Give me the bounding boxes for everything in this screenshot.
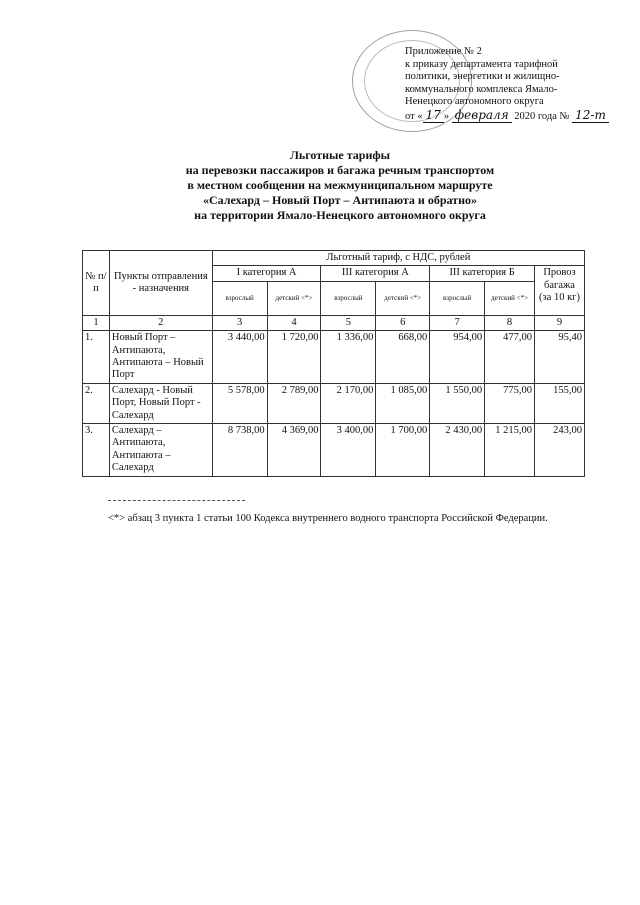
header-adult-3: взрослый xyxy=(430,281,485,315)
baggage-value: 155,00 xyxy=(535,383,585,423)
title-line-4: «Салехард – Новый Порт – Антипаюта и обратно» xyxy=(202,193,477,207)
appendix-header xyxy=(405,46,635,124)
colnum-cell: 7 xyxy=(430,315,485,330)
title-line-2: на перевозки пассажиров и багажа речным транспортом xyxy=(185,163,495,177)
title-line-3: в местном сообщении на межмуниципальном маршруте xyxy=(187,178,493,192)
date-day: 17 xyxy=(423,108,444,123)
adult-cat3a-value: 3 400,00 xyxy=(321,424,376,477)
header-child-3: детский <*> xyxy=(485,281,535,315)
footnote: <*> абзац 3 пункта 1 статьи 100 Кодекса внутреннего водного транспорта Российской Федерации. xyxy=(108,513,548,524)
colnum-cell: 8 xyxy=(485,315,535,330)
table-row xyxy=(83,331,585,384)
child-cat3b-value: 1 215,00 xyxy=(485,424,535,477)
header-row-1 xyxy=(83,251,585,266)
adult-cat3a-value: 1 336,00 xyxy=(321,331,376,384)
title-line-5: на территории Ямало-Ненецкого автономного округа xyxy=(194,208,486,222)
date-month: февраля xyxy=(452,108,512,123)
appendix-line-5: Ненецкого автономного округа xyxy=(405,96,544,108)
appendix-line-1: Приложение № 2 xyxy=(405,46,482,57)
adult-cat1-value: 3 440,00 xyxy=(212,331,267,384)
appendix-line-3: политики, энергетики и жилищно- xyxy=(405,71,560,83)
baggage-value: 243,00 xyxy=(535,424,585,477)
date-prefix: от « xyxy=(405,110,423,122)
child-cat3b-value: 775,00 xyxy=(485,383,535,423)
colnum-cell: 9 xyxy=(535,315,585,330)
row-route: Салехард – Антипаюта, Антипаюта – Салехард xyxy=(109,424,212,477)
row-route: Салехард - Новый Порт, Новый Порт - Салехард xyxy=(109,383,212,423)
child-cat1-value: 4 369,00 xyxy=(267,424,321,477)
header-cat1: I категория А xyxy=(212,266,321,281)
header-baggage: Провоз багажа (за 10 кг) xyxy=(535,266,585,315)
colnum-cell: 3 xyxy=(212,315,267,330)
table-row xyxy=(83,424,585,477)
row-num: 2. xyxy=(83,383,110,423)
colnum-cell: 1 xyxy=(83,315,110,330)
baggage-value: 95,40 xyxy=(535,331,585,384)
appendix-line-2: к приказу департамента тарифной xyxy=(405,58,558,70)
child-cat3a-value: 668,00 xyxy=(376,331,430,384)
row-num: 1. xyxy=(83,331,110,384)
header-cat3b: III категория Б xyxy=(430,266,535,281)
table-row xyxy=(83,383,585,423)
child-cat1-value: 1 720,00 xyxy=(267,331,321,384)
child-cat3b-value: 477,00 xyxy=(485,331,535,384)
colnum-cell: 6 xyxy=(376,315,430,330)
footnote-divider xyxy=(108,500,245,501)
adult-cat1-value: 8 738,00 xyxy=(212,424,267,477)
header-child-1: детский <*> xyxy=(267,281,321,315)
adult-cat1-value: 5 578,00 xyxy=(212,383,267,423)
header-num: № п/п xyxy=(83,251,110,316)
header-tariff: Льготный тариф, с НДС, рублей xyxy=(212,251,584,266)
date-number: 12-т xyxy=(572,108,609,123)
row-num: 3. xyxy=(83,424,110,477)
document-title xyxy=(60,148,620,223)
title-line-1: Льготные тарифы xyxy=(289,148,391,162)
adult-cat3b-value: 1 550,00 xyxy=(430,383,485,423)
colnum-cell: 4 xyxy=(267,315,321,330)
child-cat3a-value: 1 085,00 xyxy=(376,383,430,423)
date-year: 2020 года № xyxy=(514,110,570,122)
header-adult-1: взрослый xyxy=(212,281,267,315)
tariff-table xyxy=(82,250,585,477)
column-number-row xyxy=(83,315,585,330)
row-route: Новый Порт – Антипаюта, Антипаюта – Новый Порт xyxy=(109,331,212,384)
date-mid: » xyxy=(443,110,450,122)
adult-cat3a-value: 2 170,00 xyxy=(321,383,376,423)
child-cat1-value: 2 789,00 xyxy=(267,383,321,423)
colnum-cell: 5 xyxy=(321,315,376,330)
header-adult-2: взрослый xyxy=(321,281,376,315)
adult-cat3b-value: 2 430,00 xyxy=(430,424,485,477)
colnum-cell: 2 xyxy=(109,315,212,330)
appendix-line-4: коммунального комплекса Ямало- xyxy=(405,83,558,95)
child-cat3a-value: 1 700,00 xyxy=(376,424,430,477)
header-child-2: детский <*> xyxy=(376,281,430,315)
adult-cat3b-value: 954,00 xyxy=(430,331,485,384)
header-points: Пункты отправления - назначения xyxy=(109,251,212,316)
header-cat3a: III категория А xyxy=(321,266,430,281)
appendix-date-line xyxy=(405,109,635,124)
